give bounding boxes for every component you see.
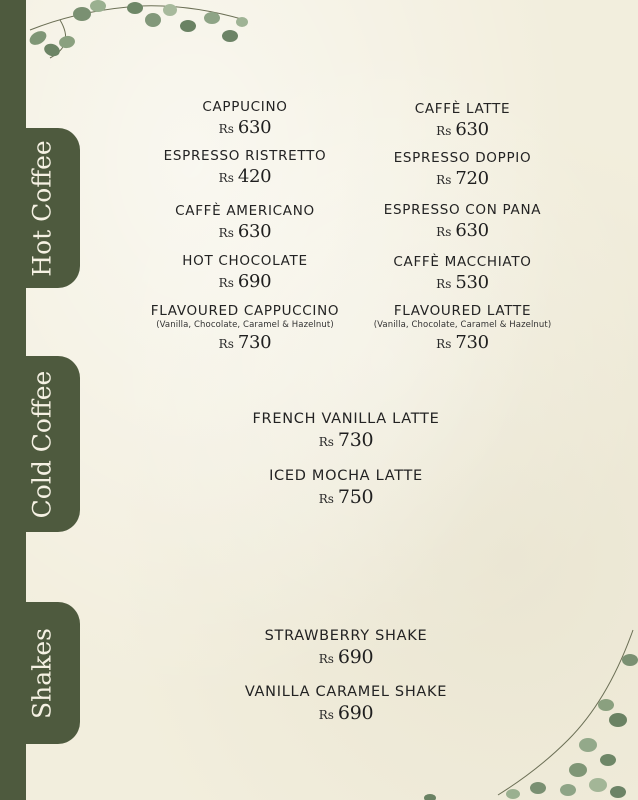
price-value: 730	[237, 332, 272, 353]
item-price	[140, 332, 350, 355]
menu-item	[200, 628, 492, 670]
item-name: VANILLA CARAMEL SHAKE	[244, 684, 448, 700]
item-name: HOT CHOCOLATE	[182, 253, 308, 269]
section-title-cold-coffee: Cold Coffee	[27, 370, 57, 519]
price-value: 690	[237, 271, 272, 292]
menu-item	[140, 203, 350, 244]
item-price	[140, 166, 350, 189]
menu-item	[360, 303, 565, 355]
menu-item	[140, 99, 350, 140]
item-price	[140, 117, 350, 140]
item-name: FLAVOURED LATTE	[393, 303, 532, 319]
item-name: FRENCH VANILLA LATTE	[252, 411, 440, 427]
currency-label: Rs	[318, 492, 334, 506]
item-price	[200, 702, 492, 726]
menu-item	[360, 150, 565, 191]
item-price	[200, 429, 492, 453]
price-value: 750	[337, 486, 374, 508]
currency-label: Rs	[218, 337, 234, 351]
price-value: 630	[237, 117, 272, 138]
item-price	[360, 168, 565, 191]
price-value: 690	[337, 646, 374, 668]
menu-item	[360, 202, 565, 243]
menu-item	[140, 303, 350, 355]
item-name: FLAVOURED CAPPUCCINO	[150, 303, 340, 319]
currency-label: Rs	[218, 226, 234, 240]
item-note: (Vanilla, Chocolate, Caramel & Hazelnut)	[373, 320, 552, 330]
section-tab-shakes	[0, 602, 80, 744]
price-value: 630	[455, 220, 489, 241]
currency-label: Rs	[218, 171, 234, 185]
menu-item	[140, 253, 350, 294]
item-name: CAFFÈ LATTE	[414, 101, 511, 117]
section-tab-hot-coffee	[0, 128, 80, 288]
item-price	[200, 486, 492, 510]
eucalyptus-leaves-top-left	[20, 0, 250, 62]
item-name: ESPRESSO RISTRETTO	[163, 148, 327, 164]
currency-label: Rs	[218, 122, 234, 136]
currency-label: Rs	[218, 276, 234, 290]
currency-label: Rs	[436, 337, 452, 351]
item-price	[140, 221, 350, 244]
item-name: ICED MOCHA LATTE	[269, 468, 423, 484]
price-value: 730	[337, 429, 374, 451]
price-value: 530	[455, 272, 489, 293]
menu-item	[140, 148, 350, 189]
price-value: 690	[337, 702, 374, 724]
section-title-hot-coffee: Hot Coffee	[27, 140, 57, 277]
menu-item	[200, 468, 492, 510]
item-price	[360, 332, 565, 355]
menu-item	[200, 684, 492, 726]
price-value: 630	[455, 119, 489, 140]
item-price	[360, 119, 565, 142]
section-title-shakes: Shakes	[27, 628, 57, 719]
item-price	[200, 646, 492, 670]
price-value: 730	[455, 332, 489, 353]
price-value: 420	[237, 166, 272, 187]
menu-item	[360, 101, 565, 142]
menu-item	[200, 411, 492, 453]
item-note: (Vanilla, Chocolate, Caramel & Hazelnut)	[156, 320, 334, 330]
item-name: ESPRESSO CON PANA	[383, 202, 542, 218]
item-price	[140, 271, 350, 294]
item-name: CAPPUCINO	[202, 99, 288, 115]
item-price	[360, 272, 565, 295]
item-name: CAFFÈ AMERICANO	[175, 203, 315, 219]
item-price	[360, 220, 565, 243]
item-name: STRAWBERRY SHAKE	[264, 628, 428, 644]
section-tab-cold-coffee	[0, 356, 80, 532]
currency-label: Rs	[318, 435, 334, 449]
item-name: CAFFÈ MACCHIATO	[393, 254, 532, 270]
currency-label: Rs	[436, 225, 452, 239]
currency-label: Rs	[436, 277, 452, 291]
currency-label: Rs	[318, 708, 334, 722]
menu-item	[360, 254, 565, 295]
item-name: ESPRESSO DOPPIO	[393, 150, 532, 166]
currency-label: Rs	[436, 173, 452, 187]
price-value: 720	[455, 168, 489, 189]
price-value: 630	[237, 221, 272, 242]
currency-label: Rs	[318, 652, 334, 666]
currency-label: Rs	[436, 124, 452, 138]
